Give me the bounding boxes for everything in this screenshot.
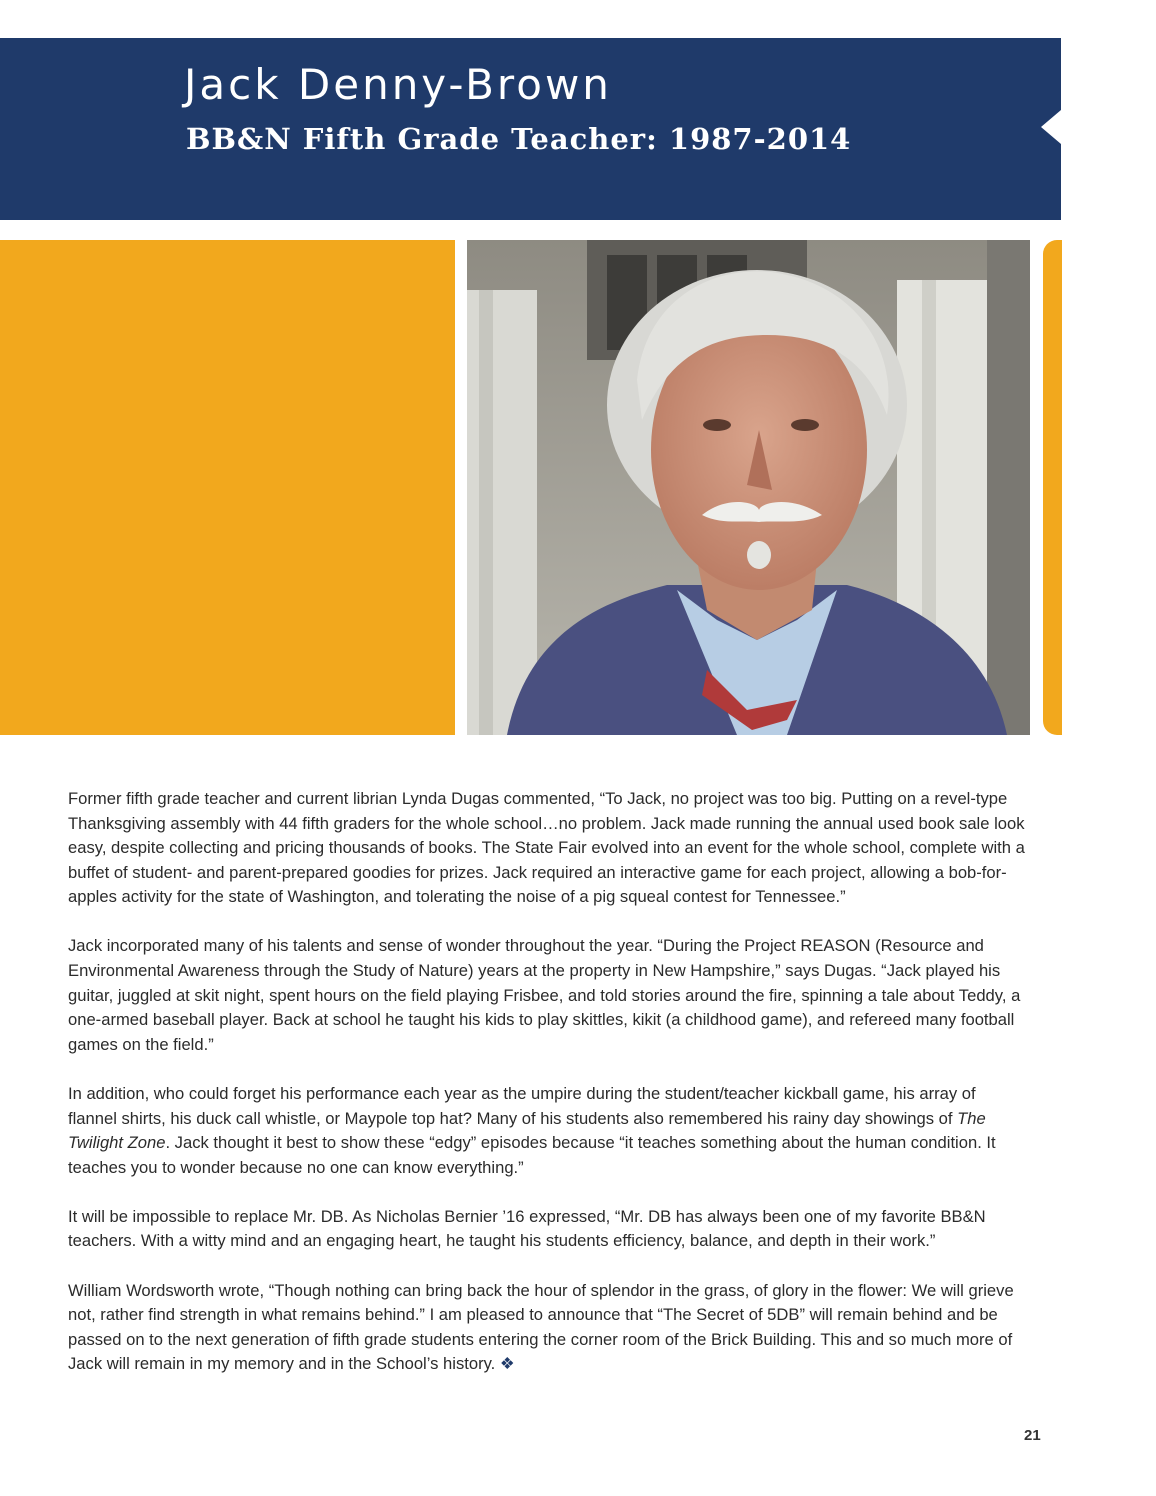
teacher-name: Jack Denny-Brown: [184, 60, 612, 109]
page-number: 21: [1024, 1427, 1041, 1444]
orange-color-block: [0, 240, 455, 735]
paragraph-3: [68, 1082, 1028, 1180]
orange-side-tab: [1043, 240, 1062, 735]
paragraph-3-end: . Jack thought it best to show these “edgy” episodes because “it teaches something about the human condition. It teaches you to wonder because no one can know everything.”: [68, 1133, 996, 1177]
paragraph-2: Jack incorporated many of his talents and sense of wonder throughout the year. “During the Project REASON (Resource and Environmental Awareness through the Study of Nature) years at the property in New Hampshire,” says Dugas. “Jack played his guitar, juggled at skit night, spent hours on the field playing Frisbee, and told stories around the fire, spinning a tale about Teddy, a one-armed baseball player. Back at school he taught his kids to play skittles, kikit (a childhood game), and refereed many football games on the field.”: [68, 936, 1021, 1054]
portrait-illustration: [467, 240, 1030, 735]
paragraph-1: Former fifth grade teacher and current librian Lynda Dugas commented, “To Jack, no project was too big. Putting on a revel-type Thanksgiving assembly with 44 fifth graders for the whole school…no problem. Jack made running the annual used book sale look easy, despite collecting and pricing thousands of books. The State Fair evolved into an event for the whole school, complete with a buffet of student- and parent-prepared goodies for prizes. Jack required an interactive game for each project, allowing a bob-for-apples activity for the state of Washington, and tolerating the noise of a pig squeal contest for Tennessee.”: [68, 789, 1025, 907]
show-title: The Twilight Zone: [68, 1108, 986, 1153]
banner-notch: [1041, 110, 1061, 144]
teacher-role: BB&N Fifth Grade Teacher: 1987-2014: [186, 122, 852, 156]
paragraph-5-text: William Wordsworth wrote, “Though nothing can bring back the hour of splendor in the grass, of glory in the flower: We will grieve not, rather find strength in what remains behind.” I am pleased to announce that “The Secret of 5DB” will remain behind and be passed on to the next generation of fifth grade students entering the corner room of the Brick Building. This and so much more of Jack will remain in my memory and in the School’s history.: [68, 1280, 1014, 1374]
paragraph-5: [68, 1279, 1028, 1377]
article-body: [68, 787, 1028, 1401]
end-ornament-icon: ❖: [499, 1354, 515, 1374]
paragraph-3-start: In addition, who could forget his performance each year as the umpire during the student/teacher kickball game, his array of flannel shirts, his duck call whistle, or Maypole top hat? Many of his students also remembered his rainy day showings of: [68, 1083, 976, 1128]
portrait-photo: [467, 240, 1030, 735]
paragraph-4: It will be impossible to replace Mr. DB. As Nicholas Bernier ’16 expressed, “Mr. DB has always been one of my favorite BB&N teachers. With a witty mind and an engaging heart, he taught his students efficiency, balance, and depth in their work.”: [68, 1206, 986, 1251]
